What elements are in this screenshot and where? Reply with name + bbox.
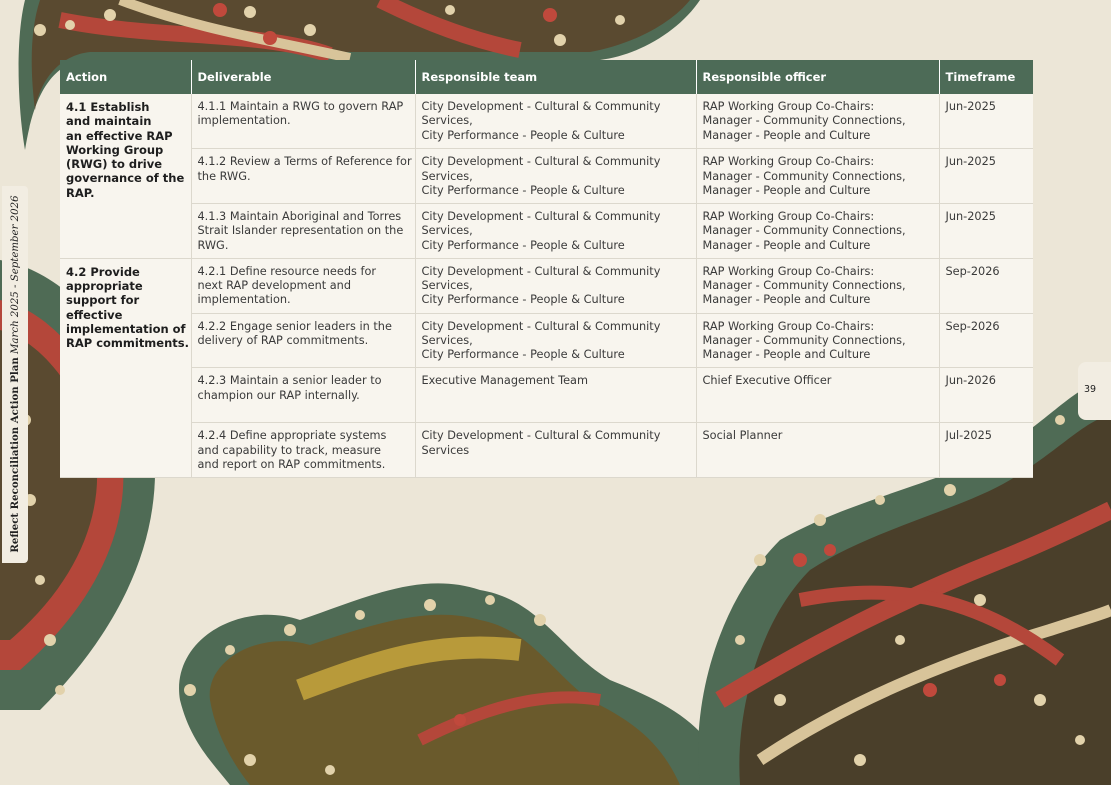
- responsible-officer-cell: [696, 204, 939, 259]
- cell-line: effective: [66, 307, 123, 322]
- table-row: [60, 423, 1033, 478]
- timeframe-cell: Sep-2026: [939, 258, 1033, 313]
- cell-line: Social Planner: [702, 429, 783, 443]
- header-timeframe: Timeframe: [939, 60, 1033, 94]
- responsible-officer-cell: [696, 423, 939, 478]
- cell-line: an effective RAP: [66, 128, 173, 143]
- cell-line: 4.2.4 Define appropriate systems: [197, 429, 387, 443]
- cell-line: next RAP development and: [197, 279, 352, 293]
- timeframe-cell: Jul-2025: [939, 423, 1033, 478]
- cell-line: 4.2.1 Define resource needs for: [197, 264, 376, 278]
- cell-line: RAP Working Group Co-Chairs:: [702, 210, 875, 224]
- cell-line: Services,: [421, 333, 473, 347]
- timeframe-cell: Jun-2025: [939, 149, 1033, 204]
- cell-line: Services,: [421, 169, 473, 183]
- timeframe-cell: Jun-2025: [939, 204, 1033, 259]
- cell-line: Manager - People and Culture: [702, 293, 871, 307]
- action-cell: [60, 94, 191, 258]
- header-responsible-team: Responsible team: [415, 60, 696, 94]
- timeframe-cell: Jun-2026: [939, 368, 1033, 423]
- cell-line: Executive Management Team: [421, 374, 588, 388]
- cell-line: City Development - Cultural & Community: [421, 155, 661, 169]
- cell-line: and capability to track, measure: [197, 443, 381, 457]
- cell-line: Services,: [421, 224, 473, 238]
- responsible-team-cell: [415, 204, 696, 259]
- table-row: [60, 149, 1033, 204]
- timeframe-cell: Jun-2025: [939, 94, 1033, 149]
- cell-line: implementation.: [197, 114, 291, 128]
- page-number: 39: [1084, 384, 1097, 395]
- rap-actions-table: [60, 60, 1033, 478]
- header-responsible-officer: Responsible officer: [696, 60, 939, 94]
- cell-line: RAP Working Group Co-Chairs:: [702, 319, 875, 333]
- cell-line: 4.1.2 Review a Terms of Reference for: [197, 155, 412, 169]
- header-action: Action: [60, 60, 191, 94]
- cell-line: Manager - Community Connections,: [702, 333, 906, 347]
- cell-line: City Performance - People & Culture: [421, 238, 625, 252]
- cell-line: Manager - Community Connections,: [702, 114, 906, 128]
- cell-line: RAP Working Group Co-Chairs:: [702, 264, 875, 278]
- document-period: March 2025 - September 2026: [10, 195, 21, 355]
- cell-line: (RWG) to drive: [66, 157, 163, 172]
- responsible-team-cell: [415, 423, 696, 478]
- cell-line: RAP Working Group Co-Chairs:: [702, 155, 875, 169]
- cell-line: implementation.: [197, 293, 291, 307]
- cell-line: Manager - Community Connections,: [702, 224, 906, 238]
- cell-line: 4.2 Provide: [66, 264, 140, 279]
- responsible-officer-cell: [696, 368, 939, 423]
- cell-line: Manager - People and Culture: [702, 183, 871, 197]
- deliverable-cell: [191, 94, 415, 149]
- cell-line: RAP.: [66, 185, 95, 200]
- deliverable-cell: [191, 204, 415, 259]
- table-row: [60, 94, 1033, 149]
- document-title-vertical: [9, 186, 21, 563]
- cell-line: Services,: [421, 114, 473, 128]
- document-title: Reflect Reconciliation Action Plan: [9, 357, 21, 553]
- cell-line: City Development - Cultural & Community: [421, 319, 661, 333]
- cell-line: the RWG.: [197, 169, 251, 183]
- cell-line: champion our RAP internally.: [197, 388, 360, 402]
- cell-line: City Development - Cultural & Community: [421, 429, 661, 443]
- responsible-team-cell: [415, 149, 696, 204]
- cell-line: 4.1.3 Maintain Aboriginal and Torres: [197, 210, 402, 224]
- cell-line: Manager - Community Connections,: [702, 169, 906, 183]
- cell-line: RAP commitments.: [66, 336, 189, 351]
- responsible-team-cell: [415, 258, 696, 313]
- responsible-team-cell: [415, 313, 696, 368]
- cell-line: City Development - Cultural & Community: [421, 264, 661, 278]
- table-header-row: [60, 60, 1033, 94]
- action-cell: [60, 258, 191, 477]
- cell-line: RAP Working Group Co-Chairs:: [702, 100, 875, 113]
- cell-line: Strait Islander representation on the: [197, 224, 404, 238]
- cell-line: City Development - Cultural & Community: [421, 100, 661, 113]
- cell-line: 4.2.2 Engage senior leaders in the: [197, 319, 392, 333]
- table-body: [60, 94, 1033, 478]
- table-row: [60, 313, 1033, 368]
- cell-line: RWG.: [197, 238, 229, 252]
- table-row: [60, 258, 1033, 313]
- cell-line: Working Group: [66, 142, 164, 157]
- deliverable-cell: [191, 313, 415, 368]
- deliverable-cell: [191, 368, 415, 423]
- cell-line: implementation of: [66, 322, 186, 337]
- table-row: [60, 368, 1033, 423]
- responsible-officer-cell: [696, 94, 939, 149]
- header-deliverable: Deliverable: [191, 60, 415, 94]
- deliverable-cell: [191, 423, 415, 478]
- cell-line: Manager - People and Culture: [702, 128, 871, 142]
- cell-line: 4.2.3 Maintain a senior leader to: [197, 374, 382, 388]
- cell-line: City Performance - People & Culture: [421, 293, 625, 307]
- cell-line: Manager - People and Culture: [702, 238, 871, 252]
- cell-line: 4.1.1 Maintain a RWG to govern RAP: [197, 100, 404, 113]
- responsible-team-cell: [415, 94, 696, 149]
- cell-line: City Performance - People & Culture: [421, 348, 625, 362]
- cell-line: governance of the: [66, 171, 185, 186]
- cell-line: Manager - People and Culture: [702, 348, 871, 362]
- responsible-officer-cell: [696, 258, 939, 313]
- timeframe-cell: Sep-2026: [939, 313, 1033, 368]
- cell-line: Manager - Community Connections,: [702, 279, 906, 293]
- cell-line: support for: [66, 293, 140, 308]
- cell-line: 4.1 Establish: [66, 100, 150, 114]
- cell-line: Chief Executive Officer: [702, 374, 832, 388]
- responsible-officer-cell: [696, 313, 939, 368]
- deliverable-cell: [191, 149, 415, 204]
- responsible-officer-cell: [696, 149, 939, 204]
- cell-line: City Performance - People & Culture: [421, 183, 625, 197]
- cell-line: and report on RAP commitments.: [197, 457, 386, 471]
- cell-line: Services: [421, 443, 470, 457]
- cell-line: City Development - Cultural & Community: [421, 210, 661, 224]
- cell-line: and maintain: [66, 114, 152, 129]
- deliverable-cell: [191, 258, 415, 313]
- cell-line: delivery of RAP commitments.: [197, 333, 369, 347]
- table-row: [60, 204, 1033, 259]
- cell-line: City Performance - People & Culture: [421, 128, 625, 142]
- cell-line: appropriate: [66, 279, 143, 294]
- cell-line: Services,: [421, 279, 473, 293]
- responsible-team-cell: [415, 368, 696, 423]
